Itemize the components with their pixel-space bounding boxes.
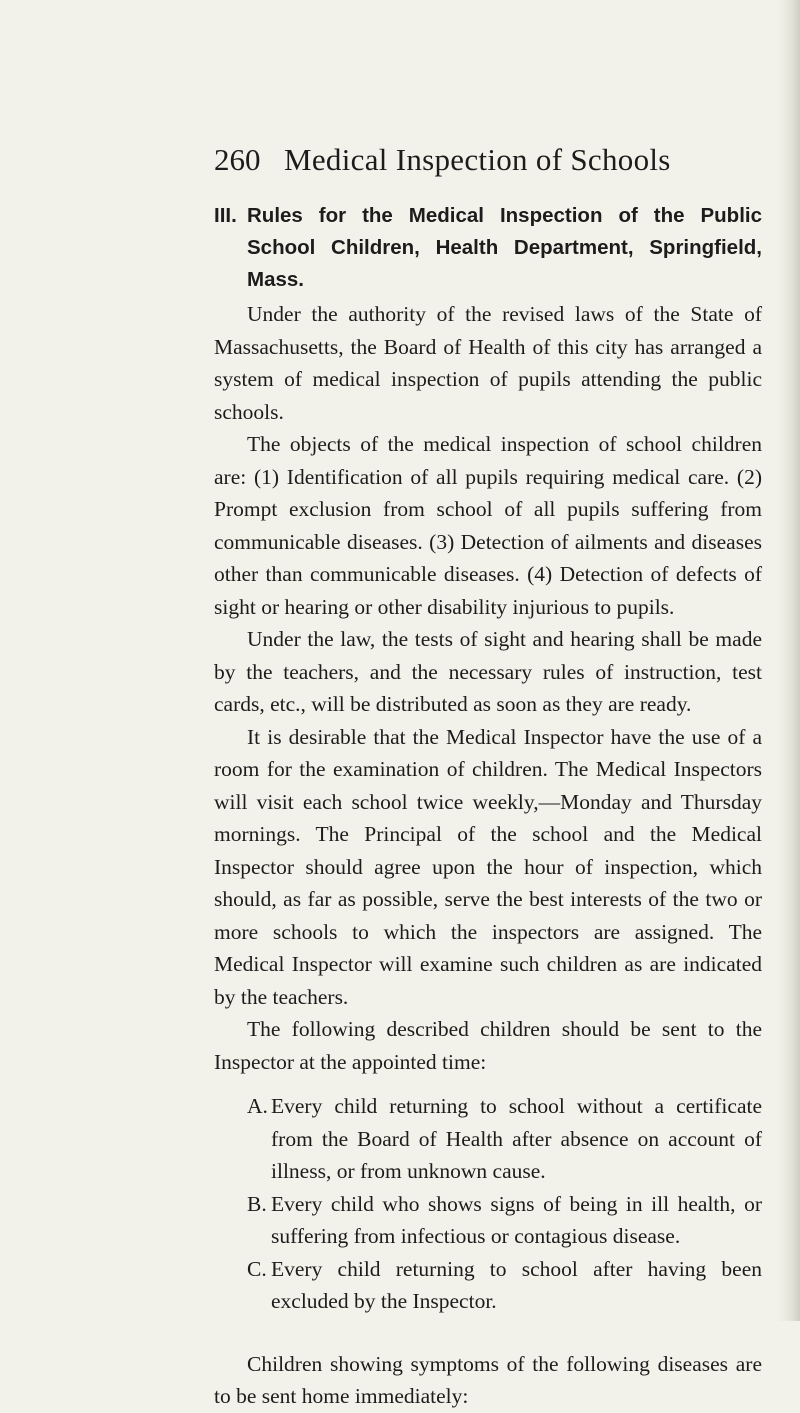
list-item — [214, 1188, 762, 1253]
list-item-text: Every child returning to school without a certificate from the Board of Health after absence on account of illness, or from unknown cause. — [271, 1094, 762, 1183]
section-heading — [214, 200, 762, 296]
list-item-letter: B. — [247, 1191, 267, 1216]
paragraph-authority: Under the authority of the revised laws of the State of Massachusetts, the Board of Health of this city has arranged a system of medical inspection of pupils attending the public schools. — [214, 302, 762, 424]
page-edge-shadow — [778, 0, 800, 1321]
section-number: III. — [214, 204, 237, 227]
list-item-letter: C. — [247, 1256, 267, 1281]
section-title: Rules for the Medical Inspection of the Public School Children, Health Department, Springfield, Mass. — [247, 204, 762, 291]
page-body — [214, 200, 762, 1413]
page-number: 260 — [214, 142, 261, 177]
list-item-text: Every child returning to school after having been excluded by the Inspector. — [271, 1256, 762, 1313]
paragraph-objects: The objects of the medical inspection of school children are: (1) Identification of all pupils requiring medical care. (2) Prompt exclusion from school of all pupils suffering from communicable diseases. (3) Detection of ailments and diseases other than communicable diseases. (4) Detection of defects of sight or hearing or other disability injurious to pupils. — [214, 432, 762, 619]
list-item-text: Every child who shows signs of being in ill health, or suffering from infectious or contagious disease. — [271, 1191, 762, 1248]
list-item — [214, 1090, 762, 1188]
paragraph-law: Under the law, the tests of sight and hearing shall be made by the teachers, and the necessary rules of instruction, test cards, etc., will be distributed as soon as they are ready. — [214, 627, 762, 716]
children-list — [214, 1090, 762, 1318]
paragraph-room: It is desirable that the Medical Inspector have the use of a room for the examination of children. The Medical Inspectors will visit each school twice weekly,—Monday and Thursday mornings. The Principal of the school and the Medical Inspector should agree upon the hour of inspection, which should, as far as possible, serve the best interests of the two or more schools to which the inspectors are assigned. The Medical Inspector will examine such children as are indicated by the teachers. — [214, 724, 762, 1009]
list-item-letter: A. — [247, 1094, 268, 1118]
list-item — [214, 1253, 762, 1318]
running-head: Medical Inspection of Schools — [284, 142, 671, 177]
paragraph-symptoms: Children showing symptoms of the following diseases are to be sent home immediately: — [214, 1351, 762, 1408]
paragraph-following: The following described children should be sent to the Inspector at the appointed time: — [214, 1017, 762, 1074]
